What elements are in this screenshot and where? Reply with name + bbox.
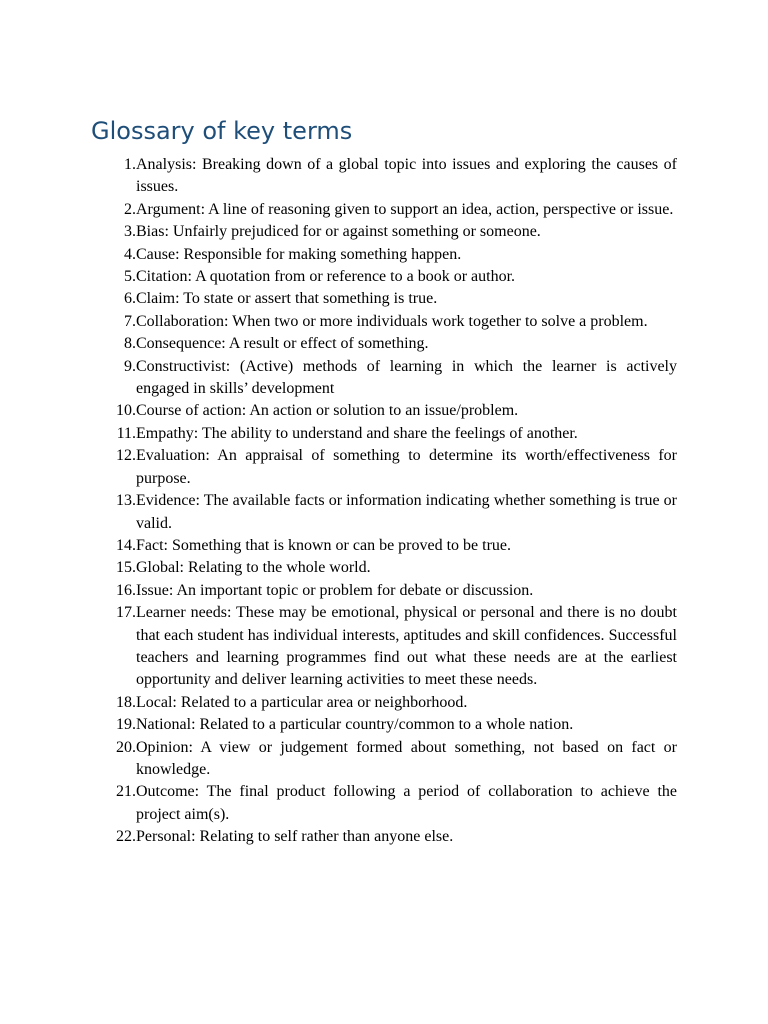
list-item [112,400,677,422]
item-number: 6. [124,290,136,308]
list-item [112,154,677,199]
item-number: 4. [124,245,136,263]
item-text: Bias: Unfairly prejudiced for or against something or someone. [136,223,541,241]
item-number: 2. [124,200,136,218]
list-item [112,445,677,490]
item-number: 14. [116,536,136,554]
item-number: 22. [116,828,136,846]
list-item [112,737,677,782]
list-item [112,333,677,355]
item-text: Citation: A quotation from or reference to a book or author. [136,268,516,286]
item-text: Claim: To state or assert that something is true. [136,290,438,308]
page-title: Glossary of key terms [91,117,353,145]
item-number: 20. [116,738,136,756]
item-text: Collaboration: When two or more individuals work together to solve a problem. [136,312,648,330]
list-item [112,244,677,266]
item-number: 17. [116,604,136,622]
list-item [112,602,677,692]
list-item [112,311,677,333]
item-number: 12. [116,447,136,465]
list-item [112,423,677,445]
item-number: 9. [124,357,136,375]
item-number: 13. [116,492,136,510]
item-text: Issue: An important topic or problem for debate or discussion. [136,581,534,599]
item-text: Course of action: An action or solution to an issue/problem. [136,402,519,420]
list-item [112,714,677,736]
item-number: 11. [116,424,136,442]
list-item [112,356,677,401]
item-number: 1. [124,156,136,173]
item-text: Argument: A line of reasoning given to support an idea, action, perspective or issue. [136,200,674,218]
item-text: Personal: Relating to self rather than anyone else. [136,828,454,846]
item-text: National: Related to a particular country/common to a whole nation. [136,716,574,734]
list-item [112,288,677,310]
item-number: 5. [124,268,136,286]
item-text: Analysis: Breaking down of a global topic into issues and exploring the causes of issues. [136,156,677,196]
list-item [112,580,677,602]
list-item [112,221,677,243]
list-item [112,781,677,826]
item-number: 16. [116,581,136,599]
list-item [112,490,677,535]
list-item [112,692,677,714]
item-text: Evidence: The available facts or information indicating whether something is true or valid. [136,492,677,532]
item-text: Evaluation: An appraisal of something to determine its worth/effectiveness for purpose. [136,447,677,487]
item-text: Cause: Responsible for making something happen. [136,245,462,263]
item-text: Consequence: A result or effect of something. [136,335,429,353]
list-item [112,535,677,557]
list-item [112,199,677,221]
glossary-list [112,154,677,849]
item-text: Constructivist: (Active) methods of learning in which the learner is actively engaged in skills’ development [136,357,677,398]
item-number: 21. [116,783,136,801]
item-number: 18. [116,693,136,711]
item-number: 8. [124,335,136,353]
item-text: Outcome: The final product following a period of collaboration to achieve the project aim(s). [136,783,677,823]
item-text: Fact: Something that is known or can be proved to be true. [136,536,512,554]
list-item [112,826,677,848]
list-item [112,557,677,579]
item-number: 3. [124,223,136,241]
item-number: 15. [116,559,136,577]
item-number: 10. [116,402,136,420]
item-text: Learner needs: These may be emotional, physical or personal and there is no doubt that each student has individual interests, aptitudes and skill confidences. Successful teachers and learning programmes find out what these needs are at the earliest opportunity and deliver learning activities to meet these needs. [136,604,677,689]
item-number: 19. [116,716,136,734]
item-number: 7. [124,312,136,330]
item-text: Opinion: A view or judgement formed about something, not based on fact or knowledge. [136,738,677,778]
item-text: Global: Relating to the whole world. [136,559,371,577]
item-text: Local: Related to a particular area or neighborhood. [136,693,468,711]
item-text: Empathy: The ability to understand and share the feelings of another. [136,424,578,442]
list-item [112,266,677,288]
